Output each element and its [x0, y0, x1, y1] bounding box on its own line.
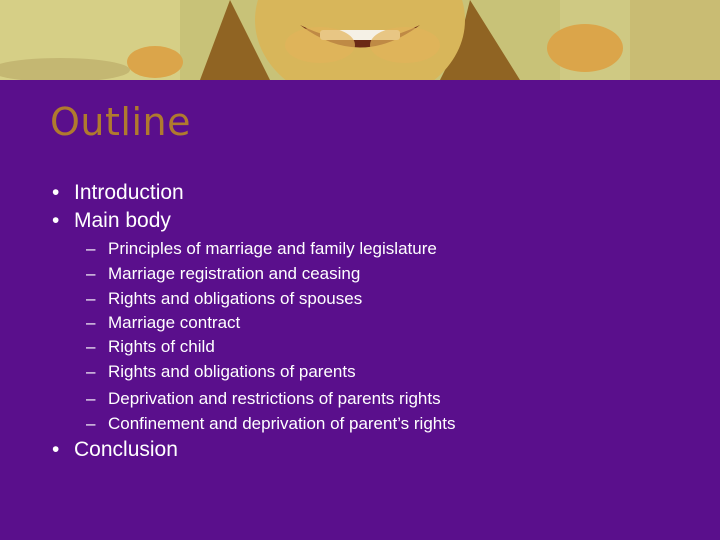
list-item-introduction: • Introduction — [52, 181, 184, 204]
bullet-marker: • — [52, 438, 60, 461]
slide-title: Outline — [50, 100, 191, 144]
dash-marker: – — [86, 414, 96, 433]
dash-marker: – — [86, 362, 96, 381]
sub-item-spouses: – Rights and obligations of spouses — [86, 289, 363, 308]
dash-marker: – — [86, 313, 96, 332]
sub-item-confinement: – Confinement and deprivation of parent’s rights — [86, 414, 456, 433]
bullet-marker: • — [52, 209, 60, 232]
dash-marker: – — [86, 389, 96, 408]
list-item-main-body: • Main body — [52, 209, 171, 232]
bullet-marker: • — [52, 181, 60, 204]
sub-item-registration: – Marriage registration and ceasing — [86, 264, 361, 283]
dash-marker: – — [86, 289, 96, 308]
dash-marker: – — [86, 239, 96, 258]
dash-marker: – — [86, 337, 96, 356]
list-item-conclusion: • Conclusion — [52, 438, 178, 461]
sub-item-deprivation: – Deprivation and restrictions of parents rights — [86, 389, 441, 408]
sub-item-principles: – Principles of marriage and family legislature — [86, 239, 437, 258]
sub-item-child-rights: – Rights of child — [86, 337, 215, 356]
sub-item-parents-obligations: – Rights and obligations of parents — [86, 362, 356, 381]
dash-marker: – — [86, 264, 96, 283]
sub-item-contract: – Marriage contract — [86, 313, 241, 332]
